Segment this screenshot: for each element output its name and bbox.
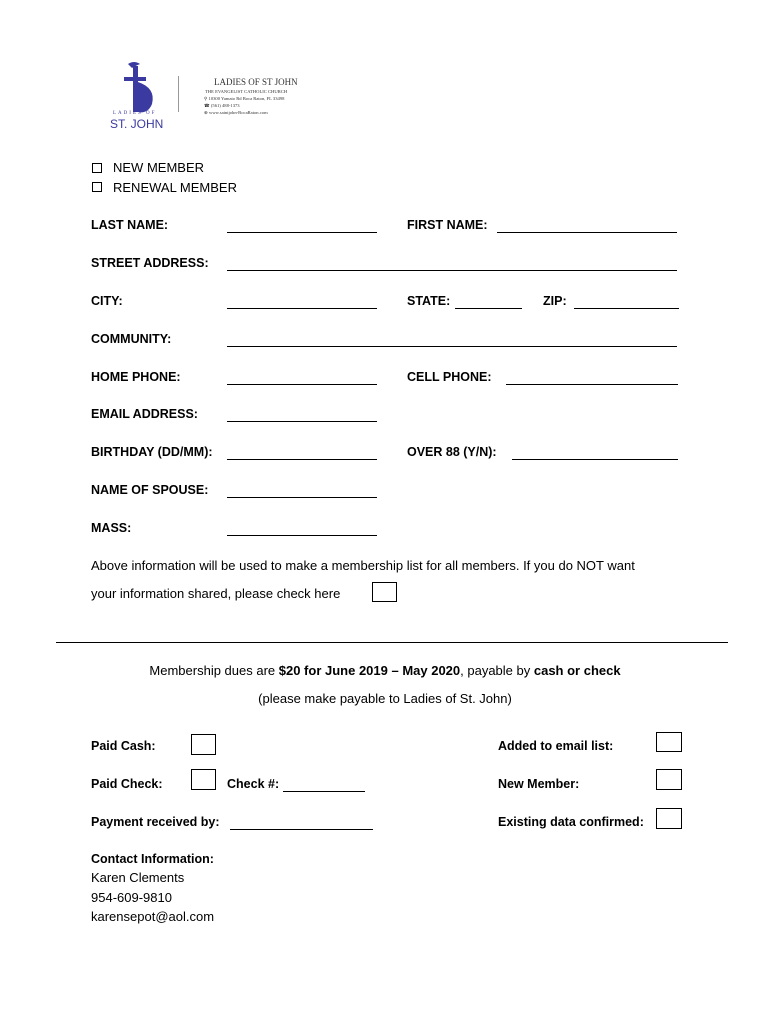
first-name-field[interactable] [497, 232, 677, 233]
section-divider [56, 642, 728, 643]
check-number-label: Check #: [227, 777, 280, 791]
spouse-label: NAME OF SPOUSE: [91, 483, 209, 497]
contact-name: Karen Clements [91, 870, 185, 885]
dues-prefix: Membership dues are [149, 663, 279, 678]
community-field[interactable] [227, 346, 677, 347]
org-website-text: www.saintjohn-BocaRaton.com [209, 110, 268, 115]
first-name-label: FIRST NAME: [407, 218, 488, 232]
org-address-text: 10300 Yamato Rd Boca Raton, FL 33498 [208, 96, 285, 101]
org-website: ⊕ www.saintjohn-BocaRaton.com [204, 110, 268, 115]
dues-amount: $20 for June 2019 – May 2020 [278, 663, 461, 678]
over-88-field[interactable] [512, 459, 678, 460]
street-address-field[interactable] [227, 270, 677, 271]
home-phone-label: HOME PHONE: [91, 370, 181, 384]
letterhead-divider [178, 76, 179, 112]
logo-small-text: LADIES OF [113, 111, 157, 116]
last-name-label: LAST NAME: [91, 218, 169, 232]
contact-heading: Contact Information: [91, 852, 214, 866]
existing-confirmed-checkbox[interactable] [656, 808, 682, 829]
mass-field[interactable] [227, 535, 377, 536]
birthday-field[interactable] [227, 459, 377, 460]
added-email-label: Added to email list: [498, 739, 614, 753]
added-email-checkbox[interactable] [656, 732, 682, 752]
cell-phone-field[interactable] [506, 384, 678, 385]
city-label: CITY: [91, 294, 123, 308]
cell-phone-label: CELL PHONE: [407, 370, 492, 384]
state-label: STATE: [407, 294, 451, 308]
zip-label: ZIP: [543, 294, 567, 308]
payment-received-field[interactable] [230, 829, 373, 830]
paid-check-label: Paid Check: [91, 777, 163, 791]
logo-name: ST. JOHN [110, 117, 164, 131]
new-member-checkbox[interactable] [92, 163, 102, 173]
zip-field[interactable] [574, 308, 679, 309]
payment-received-label: Payment received by: [91, 815, 220, 829]
privacy-text-line2: your information shared, please check here [91, 586, 341, 601]
new-member-office-label: New Member: [498, 777, 580, 791]
spouse-field[interactable] [227, 497, 377, 498]
existing-confirmed-label: Existing data confirmed: [498, 815, 644, 829]
dues-method: cash or check [533, 663, 621, 678]
email-label: EMAIL ADDRESS: [91, 407, 198, 421]
dues-payable-note: (please make payable to Ladies of St. John) [258, 691, 512, 706]
org-phone: ☎ (561) 488-1373 [204, 103, 240, 108]
mass-label: MASS: [91, 521, 132, 535]
dues-middle: , payable by [460, 663, 534, 678]
contact-email: karensepot@aol.com [91, 909, 215, 924]
privacy-text-line1: Above information will be used to make a membership list for all members. If you do NOT want [91, 558, 635, 573]
org-phone-text: (561) 488-1373 [210, 103, 240, 108]
org-subtitle: THE EVANGELIST CATHOLIC CHURCH [205, 89, 288, 94]
home-phone-field[interactable] [227, 384, 377, 385]
street-address-label: STREET ADDRESS: [91, 256, 209, 270]
state-field[interactable] [455, 308, 522, 309]
new-member-label: NEW MEMBER [113, 160, 204, 175]
last-name-field[interactable] [227, 232, 377, 233]
renewal-member-checkbox[interactable] [92, 182, 102, 192]
paid-check-checkbox[interactable] [191, 769, 216, 790]
birthday-label: BIRTHDAY (DD/MM): [91, 445, 213, 459]
renewal-member-label: RENEWAL MEMBER [113, 180, 237, 195]
check-number-field[interactable] [283, 791, 365, 792]
paid-cash-checkbox[interactable] [191, 734, 216, 755]
email-field[interactable] [227, 421, 377, 422]
contact-phone: 954-609-9810 [91, 890, 172, 905]
paid-cash-label: Paid Cash: [91, 739, 156, 753]
org-title: LADIES OF ST JOHN [214, 77, 298, 87]
city-field[interactable] [227, 308, 377, 309]
new-member-office-checkbox[interactable] [656, 769, 682, 790]
over-88-label: OVER 88 (Y/N): [407, 445, 497, 459]
privacy-opt-out-checkbox[interactable] [372, 582, 397, 602]
community-label: COMMUNITY: [91, 332, 172, 346]
org-address: ⚲ 10300 Yamato Rd Boca Raton, FL 33498 [204, 96, 285, 101]
dues-statement [0, 663, 770, 678]
